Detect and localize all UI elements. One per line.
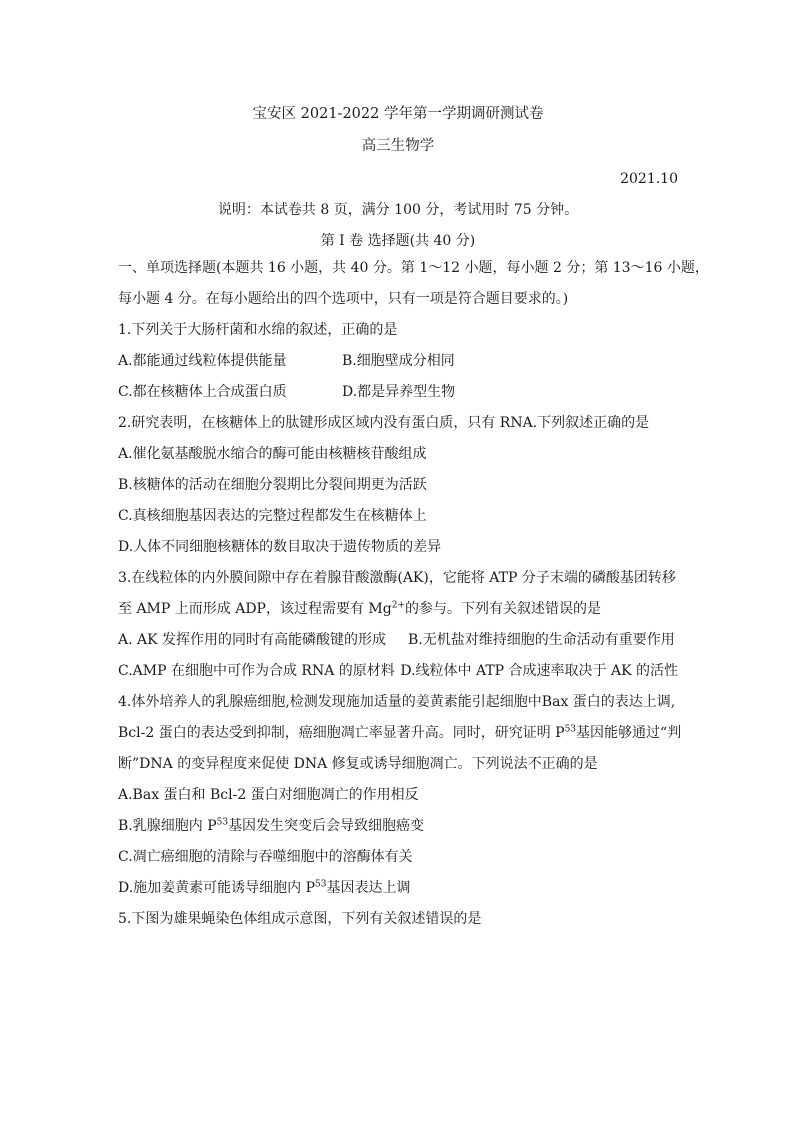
option-text: 基因发生突变后会导致细胞癌变 bbox=[228, 818, 425, 834]
question-5 bbox=[118, 904, 678, 935]
section-heading bbox=[118, 253, 709, 315]
option-c: C.凋亡癌细胞的清除与吞噬细胞中的溶酶体有关 bbox=[118, 849, 413, 865]
option-row bbox=[118, 346, 678, 377]
option-b bbox=[118, 811, 678, 842]
option-d: D.都是异养型生物 bbox=[342, 384, 456, 400]
option-text: B.乳腺细胞内 P bbox=[118, 818, 217, 834]
option-row bbox=[118, 656, 678, 687]
volume-heading: 第 I 卷 选择题(共 40 分) bbox=[320, 233, 476, 249]
exam-page bbox=[118, 100, 709, 935]
question-stem-line-3: 断”DNA 的变异程度来促使 DNA 修复或诱导细胞凋亡。下列说法不正确的是 bbox=[118, 756, 598, 772]
stem-text: 至 AMP 上而形成 ADP，该过程需要有 Mg bbox=[118, 601, 392, 617]
option-c: C.真核细胞基因表达的完整过程都发生在核糖体上 bbox=[118, 508, 427, 524]
option-a: A. AK 发挥作用的同时有高能磷酸键的形成 bbox=[118, 632, 387, 648]
option-c: C.都在核糖体上合成蛋白质 bbox=[118, 384, 287, 400]
exam-title: 宝安区 2021-2022 学年第一学期调研测试卷 bbox=[252, 106, 544, 122]
question-stem-line-2 bbox=[118, 594, 678, 625]
question-2 bbox=[118, 408, 678, 563]
section-line-1: 一、单项选择题(本题共 16 小题，共 40 分。第 1～12 小题，每小题 2 分；第 13～16 小题， bbox=[118, 260, 709, 276]
option-b: B.无机盐对维持细胞的生命活动有重要作用 bbox=[408, 632, 675, 648]
exam-instructions: 说明：本试卷共 8 页，满分 100 分，考试用时 75 分钟。 bbox=[217, 202, 579, 218]
option-c: C.AMP 在细胞中可作为合成 RNA 的原材料 bbox=[118, 663, 395, 679]
superscript: 53 bbox=[216, 817, 229, 828]
superscript: 53 bbox=[315, 879, 327, 890]
question-3 bbox=[118, 563, 678, 687]
superscript: 2+ bbox=[391, 600, 405, 611]
question-stem-line-1: 4.体外培养人的乳腺癌细胞,检测发现施加适量的姜黄素能引起细胞中Bax 蛋白的表达上调, bbox=[118, 694, 676, 710]
question-stem-line-2 bbox=[118, 718, 682, 749]
option-b: B.细胞壁成分相同 bbox=[342, 353, 455, 369]
stem-text: 基因能够通过“判 bbox=[576, 725, 682, 741]
option-row bbox=[118, 377, 678, 408]
question-1 bbox=[118, 315, 678, 408]
question-stem-line-1: 3.在线粒体的内外膜间隙中存在着腺苷酸激酶(AK)，它能将 ATP 分子末端的磷酸基团转移 bbox=[118, 570, 676, 586]
option-a: A.都能通过线粒体提供能量 bbox=[118, 353, 287, 369]
option-b: B.核糖体的活动在细胞分裂期比分裂间期更为活跃 bbox=[118, 477, 427, 493]
option-row bbox=[118, 625, 678, 656]
exam-date: 2021.10 bbox=[620, 171, 678, 187]
option-d bbox=[118, 873, 678, 904]
question-4 bbox=[118, 687, 682, 904]
stem-text: 的参与。下列有关叙述错误的是 bbox=[405, 601, 601, 617]
option-a: A.Bax 蛋白和 Bcl-2 蛋白对细胞凋亡的作用相反 bbox=[118, 787, 419, 803]
option-d: D.人体不同细胞核糖体的数目取决于遗传物质的差异 bbox=[118, 539, 442, 555]
option-text: 基因表达上调 bbox=[326, 880, 411, 896]
question-stem: 2.研究表明，在核糖体上的肽键形成区域内没有蛋白质，只有 RNA.下列叙述正确的是 bbox=[118, 415, 650, 431]
question-stem: 1.下列关于大肠杆菌和水绵的叙述，正确的是 bbox=[118, 322, 398, 338]
exam-subject: 高三生物学 bbox=[361, 138, 435, 154]
superscript: 53 bbox=[564, 724, 577, 735]
option-text: D.施加姜黄素可能诱导细胞内 P bbox=[118, 880, 316, 896]
option-a: A.催化氨基酸脱水缩合的酶可能由核糖核苷酸组成 bbox=[118, 446, 427, 462]
section-line-2: 每小题 4 分。在每小题给出的四个选项中，只有一项是符合题目要求的。) bbox=[118, 291, 569, 307]
stem-text: Bcl-2 蛋白的表达受到抑制，癌细胞凋亡率显著升高。同时，研究证明 P bbox=[118, 725, 565, 741]
option-d: D.线粒体中 ATP 合成速率取决于 AK 的活性 bbox=[400, 663, 678, 679]
question-stem: 5.下图为雄果蝇染色体组成示意图，下列有关叙述错误的是 bbox=[118, 911, 482, 927]
